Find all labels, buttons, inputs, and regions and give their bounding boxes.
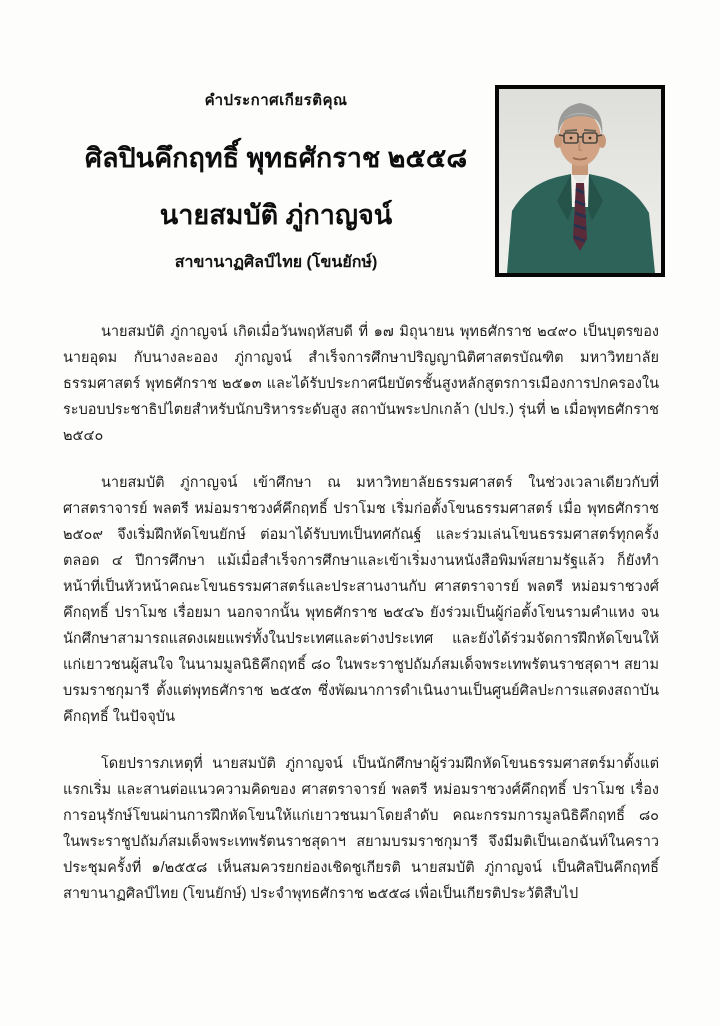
citation-body xyxy=(63,319,659,928)
paragraph-career: นายสมบัติ ภู่กาญจน์ เข้าศึกษา ณ มหาวิทยาลัยธรรมศาสตร์ ในช่วงเวลาเดียวกับที่ศาสตราจารย์ พลตรี หม่อมราชวงศ์คึกฤทธิ์ ปราโมช เริ่มก่อตั้งโขนธรรมศาสตร์ เมื่อ พุทธศักราช ๒๕๐๙ จึงเริ่มฝึกหัดโขนยักษ์ ต่อมาได้รับบทเป็นทศกัณฐ์ และร่วมเล่นโขนธรรมศาสตร์ทุกครั้งตลอด ๔ ปีการศึกษา แม้เมื่อสำเร็จการศึกษาและเข้าเริ่มงานหนังสือพิมพ์สยามรัฐแล้ว ก็ยังทำหน้าที่เป็นหัวหน้าคณะโขนธรรมศาสตร์และประสานงานกับ ศาสตราจารย์ พลตรี หม่อมราชวงศ์คึกฤทธิ์ ปราโมช เรื่อยมา นอกจากนั้น พุทธศักราช ๒๕๔๖ ยังร่วมเป็นผู้ก่อตั้งโขนรามคำแหง จนนักศึกษาสามารถแสดงเผยแพร่ทั้งในประเทศและต่างประเทศ และยังได้ร่วมจัดการฝึกหัดโขนให้แก่เยาวชนผู้สนใจ ในนามมูลนิธิคึกฤทธิ์ ๘๐ ในพระราชูปถัมภ์สมเด็จพระเทพรัตนราชสุดาฯ สยามบรมราชกุมารี ตั้งแต่พุทธศักราช ๒๕๕๓ ซึ่งพัฒนาการดำเนินงานเป็นศูนย์ศิลปะการแสดงสถาบันคึกฤทธิ์ ในปัจจุบัน xyxy=(63,475,659,725)
portrait-photo xyxy=(495,85,665,277)
award-category: สาขานาฏศิลป์ไทย (โขนยักษ์) xyxy=(174,254,378,271)
paragraph-biography: นายสมบัติ ภู่กาญจน์ เกิดเมื่อวันพฤหัสบดี ที่ ๑๗ มิถุนายน พุทธศักราช ๒๔๙๐ เป็นบุตรของนายอุดม กับนางละออง ภู่กาญจน์ สำเร็จการศึกษาปริญญานิติศาสตรบัณฑิต มหาวิทยาลัยธรรมศาสตร์ พุทธศักราช ๒๕๑๓ และได้รับประกาศนียบัตรชั้นสูงหลักสูตรการเมืองการปกครองในระบอบประชาธิปไตยสำหรับนักบริหารระดับสูง สถาบันพระปกเกล้า (ปปร.) รุ่นที่ ๒ เมื่อพุทธศักราช ๒๕๔๐ xyxy=(63,324,659,444)
honoree-name: นายสมบัติ ภู่กาญจน์ xyxy=(159,200,393,230)
header-block xyxy=(58,88,494,275)
eye-left xyxy=(570,137,573,140)
portrait-illustration xyxy=(499,89,661,273)
eye-right xyxy=(589,137,592,140)
award-title: ศิลปินคึกฤทธิ์ พุทธศักราช ๒๕๕๘ xyxy=(84,143,468,173)
paragraph-resolution: โดยปรารภเหตุที่ นายสมบัติ ภู่กาญจน์ เป็นนักศึกษาผู้ร่วมฝึกหัดโขนธรรมศาสตร์มาตั้งแต่แรกเริ่ม และสานต่อแนวความคิดของ ศาสตราจารย์ พลตรี หม่อมราชวงศ์คึกฤทธิ์ ปราโมช เรื่องการอนุรักษ์โขนผ่านการฝึกหัดโขนให้แก่เยาวชนมาโดยลำดับ คณะกรรมการมูลนิธิคึกฤทธิ์ ๘๐ ในพระราชูปถัมภ์สมเด็จพระเทพรัตนราชสุดาฯ สยามบรมราชกุมารี จึงมีมติเป็นเอกฉันท์ในคราวประชุมครั้งที่ ๑/๒๕๕๘ เห็นสมควรยกย่องเชิดชูเกียรติ นายสมบัติ ภู่กาญจน์ เป็นศิลปินคึกฤทธิ์ สาขานาฏศิลป์ไทย (โขนยักษ์) ประจำพุทธศักราช ๒๕๕๘ เพื่อเป็นเกียรติประวัติสืบไป xyxy=(63,756,659,902)
citation-kicker: คำประกาศเกียรติคุณ xyxy=(204,92,348,109)
